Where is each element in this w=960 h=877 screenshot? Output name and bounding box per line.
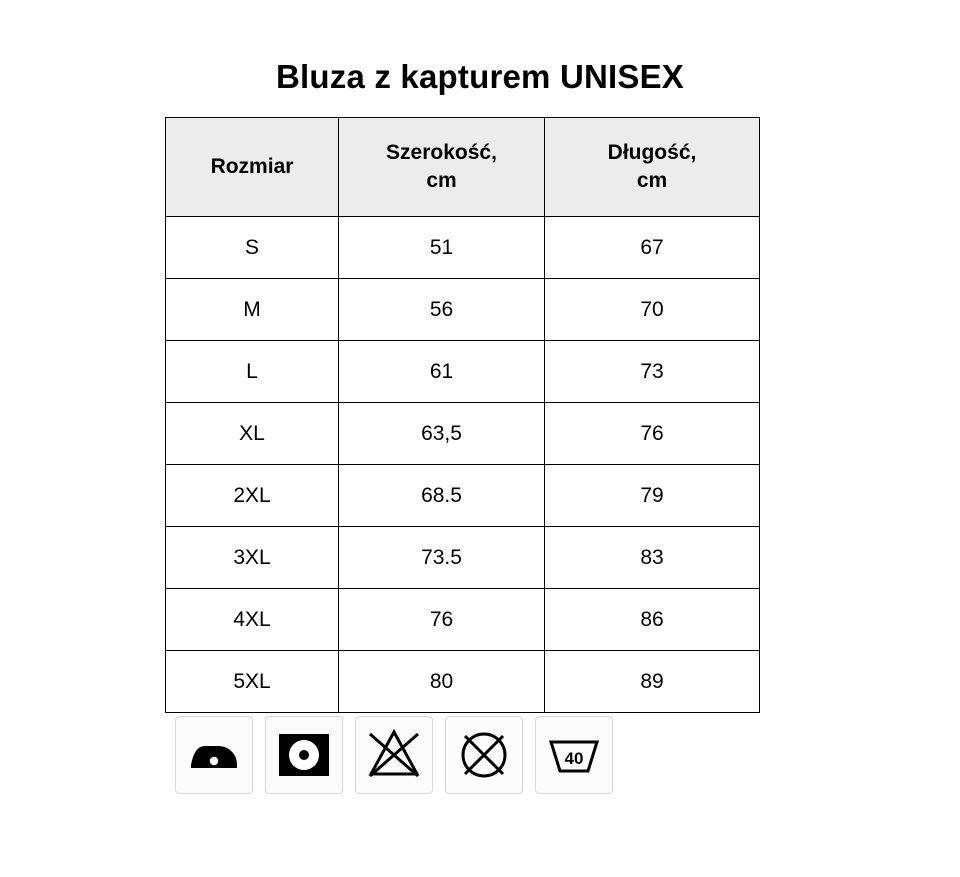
svg-text:40: 40 [564,749,584,768]
cell-width: 61 [339,341,545,403]
cell-width: 63,5 [339,403,545,465]
cell-width: 68.5 [339,465,545,527]
cell-size: 3XL [166,527,339,589]
cell-length: 89 [545,651,760,713]
cell-size: 5XL [166,651,339,713]
cell-length: 83 [545,527,760,589]
table-row [166,465,760,527]
do-not-bleach-icon [355,716,433,794]
column-header-width [339,118,545,217]
cell-length: 70 [545,279,760,341]
cell-width: 73.5 [339,527,545,589]
page-title: Bluza z kapturem UNISEX [275,58,685,95]
table-row [166,217,760,279]
cell-size: S [166,217,339,279]
table-body [166,217,760,713]
iron-low-heat-icon [175,716,253,794]
do-not-dry-clean-icon [445,716,523,794]
cell-width: 56 [339,279,545,341]
table-row [166,403,760,465]
cell-size: L [166,341,339,403]
cell-width: 51 [339,217,545,279]
cell-width: 76 [339,589,545,651]
size-table [165,117,760,713]
table-header-row [166,118,760,217]
cell-length: 86 [545,589,760,651]
cell-length: 73 [545,341,760,403]
table-header [166,118,760,217]
tumble-dry-normal-icon [265,716,343,794]
cell-length: 76 [545,403,760,465]
cell-length: 79 [545,465,760,527]
table-row [166,341,760,403]
cell-length: 67 [545,217,760,279]
column-header-length [545,118,760,217]
cell-size: M [166,279,339,341]
table-row [166,589,760,651]
cell-size: 4XL [166,589,339,651]
column-header-width-line2: cm [426,169,457,192]
table-row [166,527,760,589]
wash-40-icon [535,716,613,794]
column-header-length-line1: Długość, [607,140,697,164]
table-row [166,651,760,713]
table-row [166,279,760,341]
cell-size: XL [166,403,339,465]
cell-size: 2XL [166,465,339,527]
column-header-size [166,118,339,217]
column-header-size-line1: Rozmiar [210,154,294,178]
column-header-length-line2: cm [636,169,668,192]
column-header-width-line1: Szerokość, [386,140,497,164]
care-symbols [175,716,613,794]
cell-width: 80 [339,651,545,713]
